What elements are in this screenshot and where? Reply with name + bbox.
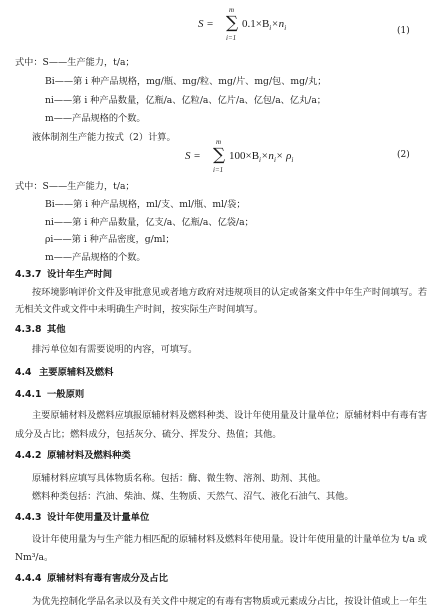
section-4-3-7-title: 设计年生产时间: [47, 269, 113, 280]
formula-1-sub-n: i: [284, 24, 287, 33]
section-4-4-2-p1: 原辅材料应填写具体物质名称。包括：酶、微生物、溶剂、助剂、其他。: [32, 473, 326, 484]
formula-2-lower: i=1: [213, 166, 224, 174]
defs2-line4: ρi——第 i 种产品密度，g/ml；: [45, 234, 175, 245]
formula-2-body-text: 100×B: [229, 150, 260, 162]
section-4-4-1-number: 4.4.1: [15, 389, 42, 400]
section-4-4-3-heading: [15, 512, 149, 524]
formula-2-sub-b: i: [259, 156, 261, 165]
section-4-4-2-title: 原辅材料及燃料种类: [47, 450, 131, 461]
section-4-4-1-p1: 主要原辅材料及燃料应填报原辅材料及燃料种类、设计年使用量及计量单位；原辅材料中有毒有害: [32, 410, 428, 421]
section-4-4-2-number: 4.4.2: [15, 450, 42, 461]
formula-1-times: ×n: [271, 18, 285, 30]
defs1-line3: ni——第 i 种产品数量，亿瓶/a、亿粒/a、亿片/a、亿包/a、亿丸/a；: [45, 95, 326, 106]
formula-2-number: (2): [397, 150, 410, 160]
section-4-4-3-title: 设计年使用量及计量单位: [47, 512, 150, 523]
formula-2-times: ×n: [261, 150, 274, 162]
section-4-4-4-heading: [15, 573, 168, 585]
section-4-4-number: 4.4: [15, 367, 32, 378]
formula-2-upper: m: [216, 138, 222, 146]
formula-1-body-text: 0.1×B: [242, 18, 270, 30]
formula-2-sub-rho: i: [291, 156, 294, 165]
formula-1-lower: i=1: [226, 34, 237, 42]
section-4-3-7-p2: 无相关文件或文件中未明确生产时间，按实际生产时间填写。: [15, 304, 264, 315]
section-4-4-3-p1: 设计年使用量为与生产能力相匹配的原辅材料及燃料年使用量。设计年使用量的计量单位为 t/a 或: [32, 534, 427, 545]
section-4-4-4-p1: 为优先控制化学品名录以及有关文件中规定的有毒有害物质或元素成分占比，按设计值或上一年生: [32, 596, 428, 607]
section-4-4-heading: [15, 367, 113, 379]
section-4-4-3-p2: Nm³/a。: [15, 552, 54, 563]
formula-2-sub-n: i: [273, 156, 276, 165]
formula-1-number: (1): [397, 26, 410, 36]
section-4-4-title: 主要原辅料及燃料: [39, 367, 114, 378]
formula-2-lhs: S =: [185, 150, 201, 162]
section-4-3-7-p1: 按环境影响评价文件及审批意见或者地方政府对违规项目的认定或备案文件中年生产时间填写。若: [32, 287, 428, 298]
section-4-3-8-p1: 排污单位如有需要说明的内容，可填写。: [32, 344, 198, 355]
defs2-line3: ni——第 i 种产品数量，亿支/a、亿瓶/a、亿袋/a；: [45, 217, 254, 228]
formula-1-upper: m: [229, 6, 235, 14]
section-4-4-1-p2: 成分及占比；燃料成分，包括灰分、硫分、挥发分、热值；其他。: [15, 429, 282, 440]
liquid-intro: 液体制剂生产能力按式（2）计算。: [32, 132, 176, 143]
formula-2-sigma: ∑: [213, 145, 226, 165]
section-4-4-2-heading: [15, 450, 131, 462]
defs2-line1: 式中：S——生产能力，t/a；: [15, 181, 135, 192]
formula-1-body: [242, 18, 286, 32]
defs1-line2: Bi——第 i 种产品规格，mg/瓶、mg/粒、mg/片、mg/包、mg/丸；: [45, 76, 327, 87]
formula-1-sub-b: i: [269, 24, 272, 33]
formula-1-sigma: ∑: [226, 13, 239, 33]
formula-2-body: [229, 150, 293, 164]
section-4-3-8-title: 其他: [47, 324, 66, 335]
section-4-4-4-number: 4.4.4: [15, 573, 42, 584]
defs1-line4: m——产品规格的个数。: [45, 113, 146, 124]
formula-1-lhs: S =: [198, 18, 214, 30]
section-4-3-7-number: 4.3.7: [15, 269, 42, 280]
section-4-3-7-heading: [15, 269, 112, 281]
formula-2-times-rho: × ρ: [275, 150, 292, 162]
section-4-4-1-heading: [15, 389, 84, 401]
section-4-4-1-title: 一般原则: [47, 389, 85, 400]
section-4-4-2-p2: 燃料种类包括：汽油、柴油、煤、生物质、天然气、沼气、液化石油气、其他。: [32, 491, 354, 502]
defs1-line1: 式中：S——生产能力，t/a；: [15, 57, 135, 68]
section-4-4-3-number: 4.4.3: [15, 512, 42, 523]
section-4-4-4-title: 原辅材料有毒有害成分及占比: [47, 573, 168, 584]
defs2-line2: Bi——第 i 种产品规格，ml/支、ml/瓶、ml/袋；: [45, 199, 246, 210]
section-4-3-8-heading: [15, 324, 66, 336]
defs2-line5: m——产品规格的个数。: [45, 252, 146, 263]
section-4-3-8-number: 4.3.8: [15, 324, 42, 335]
